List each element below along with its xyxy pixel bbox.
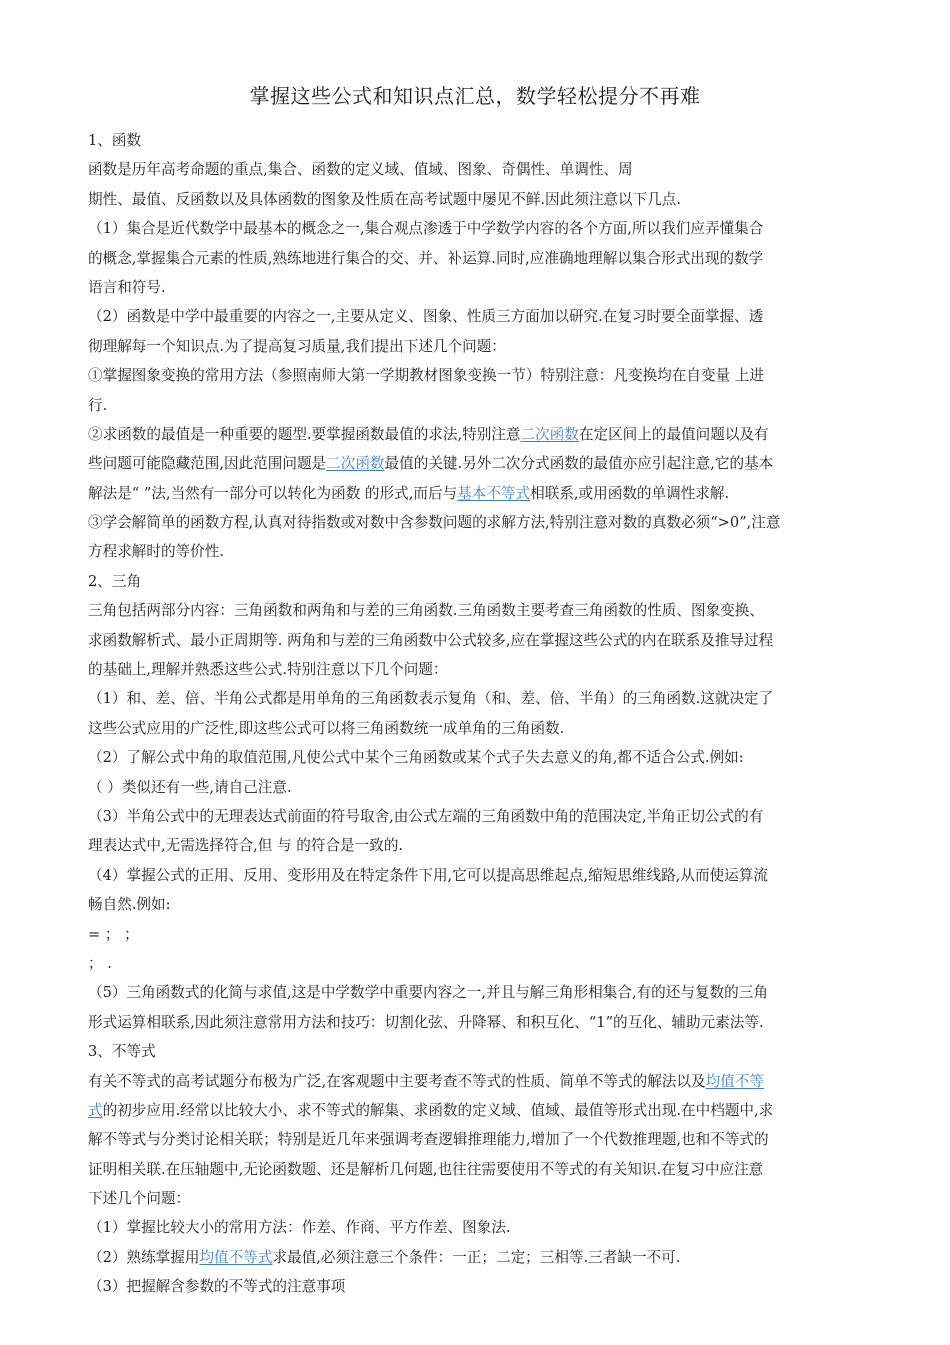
text-line xyxy=(88,537,860,566)
text-line xyxy=(88,655,860,684)
text-segment: （1）掌握比较大小的常用方法：作差、作商、平方作差、图象法. xyxy=(88,1219,511,1237)
text-segment: （4）掌握公式的正用、反用、变形用及在特定条件下用,它可以提高思维起点,缩短思维线路,从而使运算流 xyxy=(88,866,768,884)
text-line xyxy=(88,831,860,860)
text-line xyxy=(88,479,860,508)
text-line xyxy=(88,1155,860,1184)
text-segment: 这些公式应用的广泛性,即这些公式可以将三角函数统一成单角的三角函数. xyxy=(88,719,565,737)
text-line xyxy=(88,802,860,831)
text-line xyxy=(88,1096,860,1125)
text-segment: 3、不等式 xyxy=(88,1043,156,1061)
text-segment: 畅自然.例如: xyxy=(88,896,171,914)
text-line xyxy=(88,1067,860,1096)
text-segment: 的概念,掌握集合元素的性质,熟练地进行集合的交、并、补运算.同时,应准确地理解以集合形式出现的数学 xyxy=(88,249,764,267)
text-line xyxy=(88,949,860,978)
text-line xyxy=(88,684,860,713)
text-segment: ③学会解简单的函数方程,认真对待指数或对数中含参数问题的求解方法,特别注意对数的真数必须“>0”,注意 xyxy=(88,514,781,532)
text-segment: （ ）类似还有一些,请自己注意. xyxy=(88,778,292,796)
text-line xyxy=(88,244,860,273)
text-line xyxy=(88,773,860,802)
text-segment: 的初步应用.经常以比较大小、求不等式的解集、求函数的定义域、值域、最值等形式出现.在中档题中,求 xyxy=(102,1101,774,1119)
inline-link[interactable]: 二次函数 xyxy=(520,425,579,443)
text-segment: （1）集合是近代数学中最基本的概念之一,集合观点渗透于中学数学内容的各个方面,所以我们应弄懂集合 xyxy=(88,220,764,238)
text-segment: 下述几个问题： xyxy=(88,1190,191,1208)
text-segment: 求函数解析式、最小正周期等. 两角和与差的三角函数中公式较多,应在掌握这些公式的内在联系及推导过程 xyxy=(88,631,774,649)
text-line xyxy=(88,920,860,949)
text-line xyxy=(88,332,860,361)
text-segment: 解法是“ ”法,当然有一部分可以转化为函数 的形式,而后与 xyxy=(88,484,458,502)
text-segment: 方程求解时的等价性. xyxy=(88,543,224,561)
inline-link[interactable]: 基本不等式 xyxy=(457,484,531,502)
text-segment: 解不等式与分类讨论相关联；特别是近几年来强调考查逻辑推理能力,增加了一个代数推理题,也和不等式的 xyxy=(88,1131,769,1149)
text-segment: 2、三角 xyxy=(88,572,142,590)
text-segment: ； . xyxy=(88,954,112,972)
inline-link[interactable]: 均值不等式 xyxy=(199,1248,273,1266)
text-line xyxy=(88,1213,860,1242)
text-line xyxy=(88,1037,860,1066)
text-segment: 求最值,必须注意三个条件：一正；二定；三相等.三者缺一不可. xyxy=(272,1248,681,1266)
text-line xyxy=(88,1125,860,1154)
text-line xyxy=(88,420,860,449)
text-segment: 有关不等式的高考试题分布极为广泛,在客观题中主要考查不等式的性质、简单不等式的解法以及 xyxy=(88,1072,706,1090)
text-line xyxy=(88,361,860,390)
text-segment: 证明相关联.在压轴题中,无论函数题、还是解析几何题,也往往需要使用不等式的有关知识.在复习中应注意 xyxy=(88,1160,764,1178)
text-segment: （2）熟练掌握用 xyxy=(88,1248,200,1266)
text-line xyxy=(88,567,860,596)
text-segment: （2）了解公式中角的取值范围,凡使公式中某个三角函数或某个式子失去意义的角,都不适合公式.例如: xyxy=(88,749,744,767)
text-line xyxy=(88,978,860,1007)
text-segment: 1、函数 xyxy=(88,132,142,149)
inline-link[interactable]: 二次函数 xyxy=(326,455,385,473)
text-segment: （1）和、差、倍、半角公式都是用单角的三角函数表示复角（和、差、倍、半角）的三角函数.这就决定了 xyxy=(88,690,774,708)
text-segment: 形式运算相联系,因此须注意常用方法和技巧：切割化弦、升降幂、和积互化、“1”的互化、辅助元素法等. xyxy=(88,1013,764,1031)
text-line xyxy=(88,302,860,331)
text-segment: 相联系,或用函数的单调性求解. xyxy=(530,484,730,502)
text-line xyxy=(88,273,860,302)
text-segment: 的基础上,理解并熟悉这些公式.特别注意以下几个问题： xyxy=(88,661,448,679)
text-line xyxy=(88,861,860,890)
text-segment: 最值的关键.另外二次分式函数的最值亦应引起注意,它的基本 xyxy=(384,455,774,473)
text-segment: ②求函数的最值是一种重要的题型.要掌握函数最值的求法,特别注意 xyxy=(88,425,521,443)
document-body xyxy=(88,126,860,1302)
text-line xyxy=(88,126,860,155)
text-segment: 彻理解每一个知识点.为了提高复习质量,我们提出下述几个问题： xyxy=(88,337,506,355)
text-segment: （3）半角公式中的无理表达式前面的符号取舍,由公式左端的三角函数中角的范围决定,半角正切公式的有 xyxy=(88,807,764,825)
text-segment: 函数是历年高考命题的重点,集合、函数的定义域、值域、图象、奇偶性、单调性、周 xyxy=(88,161,633,179)
inline-link[interactable]: 均值不等 xyxy=(705,1072,764,1090)
text-segment: 些问题可能隐藏范围,因此范围问题是 xyxy=(88,455,327,473)
text-line xyxy=(88,1243,860,1272)
text-line xyxy=(88,1184,860,1213)
text-line xyxy=(88,155,860,184)
text-line xyxy=(88,391,860,420)
text-segment: （3）把握解含参数的不等式的注意事项 xyxy=(88,1278,346,1296)
text-line xyxy=(88,890,860,919)
text-line xyxy=(88,714,860,743)
text-line xyxy=(88,743,860,772)
text-segment: （5）三角函数式的化简与求值,这是中学数学中重要内容之一,并且与解三角形相集合,有的还与复数的三角 xyxy=(88,984,768,1002)
text-segment: 在定区间上的最值问题以及有 xyxy=(578,425,769,443)
text-segment: 理表达式中,无需选择符合,但 与 的符合是一致的. xyxy=(88,837,404,855)
text-segment: 语言和符号. xyxy=(88,278,166,296)
inline-link[interactable]: 式 xyxy=(88,1101,103,1119)
text-segment: （2）函数是中学中最重要的内容之一,主要从定义、图象、性质三方面加以研究.在复习时要全面掌握、透 xyxy=(88,308,764,326)
text-line xyxy=(88,449,860,478)
text-segment: 行. xyxy=(88,396,108,414)
text-segment: = ； ； xyxy=(88,925,139,943)
text-line xyxy=(88,214,860,243)
text-line xyxy=(88,1272,860,1301)
text-line xyxy=(88,508,860,537)
text-line xyxy=(88,626,860,655)
text-line xyxy=(88,1008,860,1037)
text-segment: 三角包括两部分内容：三角函数和两角和与差的三角函数.三角函数主要考查三角函数的性质、图象变换、 xyxy=(88,602,764,620)
text-segment: 期性、最值、反函数以及具体函数的图象及性质在高考试题中屡见不鲜.因此须注意以下几点. xyxy=(88,190,682,208)
text-line xyxy=(88,185,860,214)
text-segment: ①掌握图象变换的常用方法（参照南师大第一学期教材图象变换一节）特别注意：凡变换均在自变量 上进 xyxy=(88,367,764,385)
text-line xyxy=(88,596,860,625)
page-title: 掌握这些公式和知识点汇总，数学轻松提分不再难 xyxy=(249,84,701,108)
